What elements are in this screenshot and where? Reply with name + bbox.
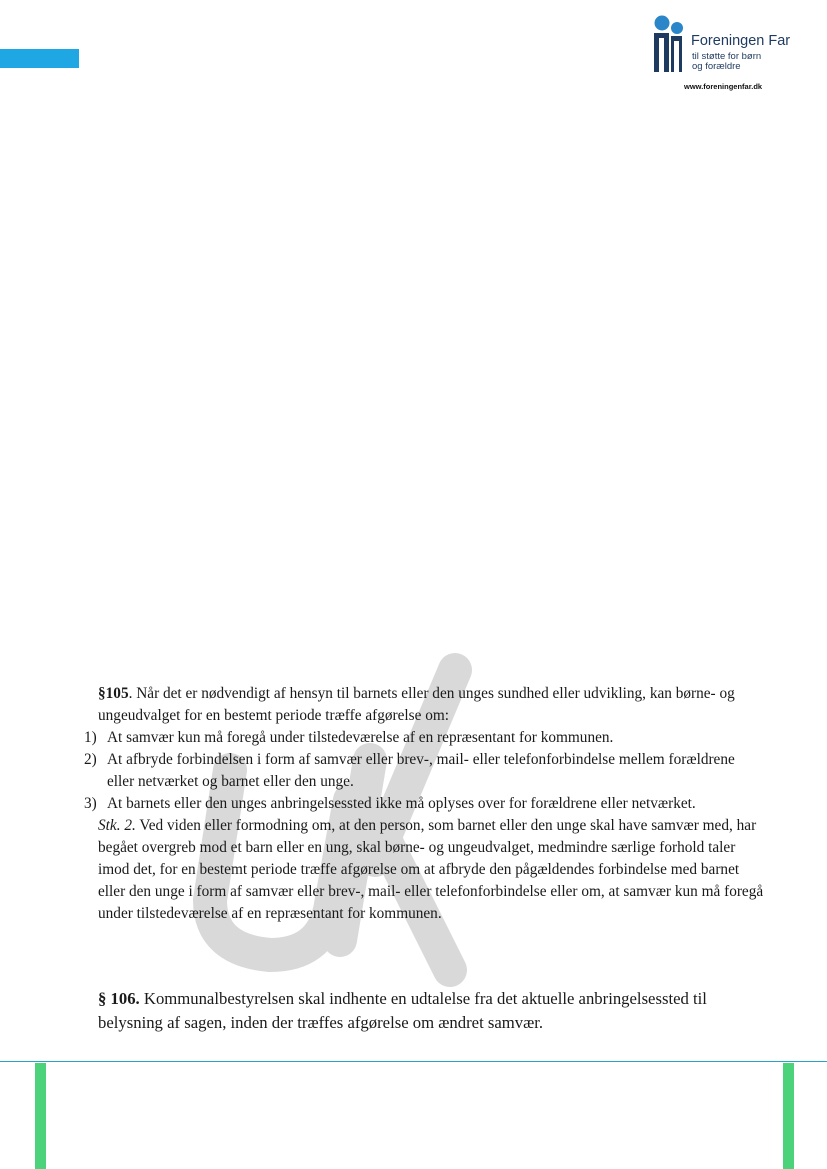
logo-tagline-line-2: og forældre bbox=[692, 61, 741, 72]
section-105-intro-text: . Når det er nødvendigt af hensyn til barnets eller den unges sundhed eller udvikling, kan børne- og ungeudvalget for en bestemt periode træffe afgørelse om: bbox=[98, 685, 735, 724]
list-item-number: 1) bbox=[84, 729, 97, 746]
section-106-heading: § 106. bbox=[98, 989, 140, 1008]
website-url[interactable]: www.foreningenfar.dk bbox=[684, 82, 763, 91]
section-105-intro bbox=[84, 683, 764, 727]
list-item-number: 3) bbox=[84, 795, 97, 812]
list-item bbox=[84, 727, 764, 749]
header-accent-bar bbox=[0, 49, 79, 68]
stk2-text: Ved viden eller formodning om, at den person, som barnet eller den unge skal have samvær med, har begået overgreb mod et barn eller en ung, skal børne- og ungeudvalget, medmindre særlige forhold taler imod det, for en bestemt periode træffe afgørelse om at afbryde den pågældendes forbindelse med barnet eller den unge i form af samvær eller brev-, mail- eller telefonforbindelse eller om, at samvær kun må foregå under tilstedeværelse af en repræsentant for kommunen. bbox=[98, 817, 764, 922]
section-106 bbox=[84, 987, 764, 1035]
logo-tagline bbox=[692, 52, 761, 72]
section-105-heading: §105 bbox=[98, 685, 129, 702]
logo-tagline-line-1: til støtte for børn bbox=[692, 51, 762, 62]
section-105 bbox=[84, 683, 764, 925]
logo-name: Foreningen Far bbox=[691, 33, 791, 49]
list-item-number: 2) bbox=[84, 751, 97, 768]
footer-divider bbox=[0, 1061, 827, 1062]
list-item-text: At samvær kun må foregå under tilstedeværelse af en repræsentant for kommunen. bbox=[107, 729, 614, 746]
stk2-label: Stk. 2. bbox=[98, 817, 136, 834]
two-figures-logo-icon bbox=[650, 14, 688, 74]
section-106-paragraph bbox=[84, 987, 764, 1035]
list-item bbox=[84, 749, 764, 793]
list-item-text: At barnets eller den unges anbringelsessted ikke må oplyses over for forældrene eller netværket. bbox=[107, 795, 696, 812]
footer-right-bar bbox=[783, 1063, 794, 1169]
list-item bbox=[84, 793, 764, 815]
footer-left-bar bbox=[35, 1063, 46, 1169]
section-106-text: Kommunalbestyrelsen skal indhente en udtalelse fra det aktuelle anbringelsessted til belysning af sagen, inden der træffes afgørelse om ændret samvær. bbox=[98, 989, 707, 1032]
section-105-stk2 bbox=[84, 815, 764, 925]
list-item-text: At afbryde forbindelsen i form af samvær eller brev-, mail- eller telefonforbindelse mellem forældrene eller netværket og barnet eller den unge. bbox=[107, 751, 735, 790]
